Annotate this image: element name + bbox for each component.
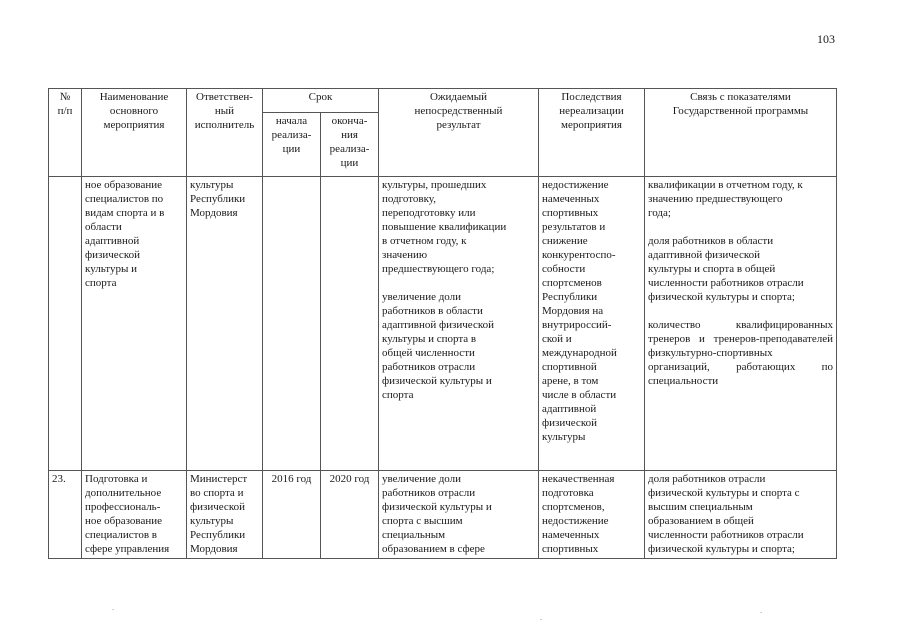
cell-expected: увеличение доли работников отрасли физической культуры и спорта с высшим специальным образованием в сфере	[379, 471, 539, 559]
scan-speck: .	[540, 612, 543, 622]
link-part-3: количество квалифицированных тренеров и тренеров-преподавателей физкультурно-спортивных организаций, работающих по специальности	[648, 319, 833, 387]
link-part-1: квалификации в отчетном году, к значению предшествующего года;	[648, 179, 803, 219]
cell-start	[263, 177, 321, 471]
header-executor: Ответствен- ный исполнитель	[187, 89, 263, 177]
cell-end	[321, 177, 379, 471]
expected-part-1: культуры, прошедших подготовку, переподготовку или повышение квалификации в отчетном году, к значению предшествующего года;	[382, 179, 507, 275]
cell-start: 2016 год	[263, 471, 321, 559]
cell-expected	[379, 177, 539, 471]
table-row	[49, 177, 837, 471]
page-number: 103	[817, 32, 835, 46]
header-name: Наименование основного мероприятия	[82, 89, 187, 177]
expected-part-2: увеличение доли работников в области адаптивной физической культуры и спорта в общей численности работников отрасли физической культуры и спорта	[382, 291, 495, 401]
scan-speck: .	[760, 605, 763, 615]
link-part-2: доля работников в области адаптивной физической культуры и спорта в общей численности работников отрасли физической культуры и спорта;	[648, 235, 804, 303]
cell-executor: Министерст во спорта и физической культуры Республики Мордовия	[187, 471, 263, 559]
header-start: начала реализа- ции	[263, 113, 321, 177]
header-row	[49, 89, 837, 113]
header-expected: Ожидаемый непосредственный результат	[379, 89, 539, 177]
cell-link: доля работников отрасли физической культуры и спорта с высшим специальным образованием в общей численности работников отрасли физической культуры и спорта;	[645, 471, 837, 559]
header-term: Срок	[263, 89, 379, 113]
cell-num	[49, 177, 82, 471]
scan-speck: .	[112, 602, 115, 612]
cell-consequences: некачественная подготовка спортсменов, недостижение намеченных спортивных	[539, 471, 645, 559]
header-end: оконча- ния реализа- ции	[321, 113, 379, 177]
cell-num: 23.	[49, 471, 82, 559]
cell-end: 2020 год	[321, 471, 379, 559]
cell-name: ное образование специалистов по видам спорта и в области адаптивной физической культуры и спорта	[82, 177, 187, 471]
header-link: Связь с показателями Государственной программы	[645, 89, 837, 177]
cell-executor: культуры Республики Мордовия	[187, 177, 263, 471]
header-consequences: Последствия нереализации мероприятия	[539, 89, 645, 177]
table-row	[49, 471, 837, 559]
cell-name: Подготовка и дополнительное профессиональ- ное образование специалистов в сфере управления	[82, 471, 187, 559]
events-table	[48, 88, 837, 559]
header-num: № п/п	[49, 89, 82, 177]
cell-link	[645, 177, 837, 471]
cell-consequences: недостижение намеченных спортивных результатов и снижение конкурентоспо- собности спортсменов Республики Мордовия на внутрироссий- ской и международной спортивной арене, в том числе в области адаптивной физической культуры	[539, 177, 645, 471]
